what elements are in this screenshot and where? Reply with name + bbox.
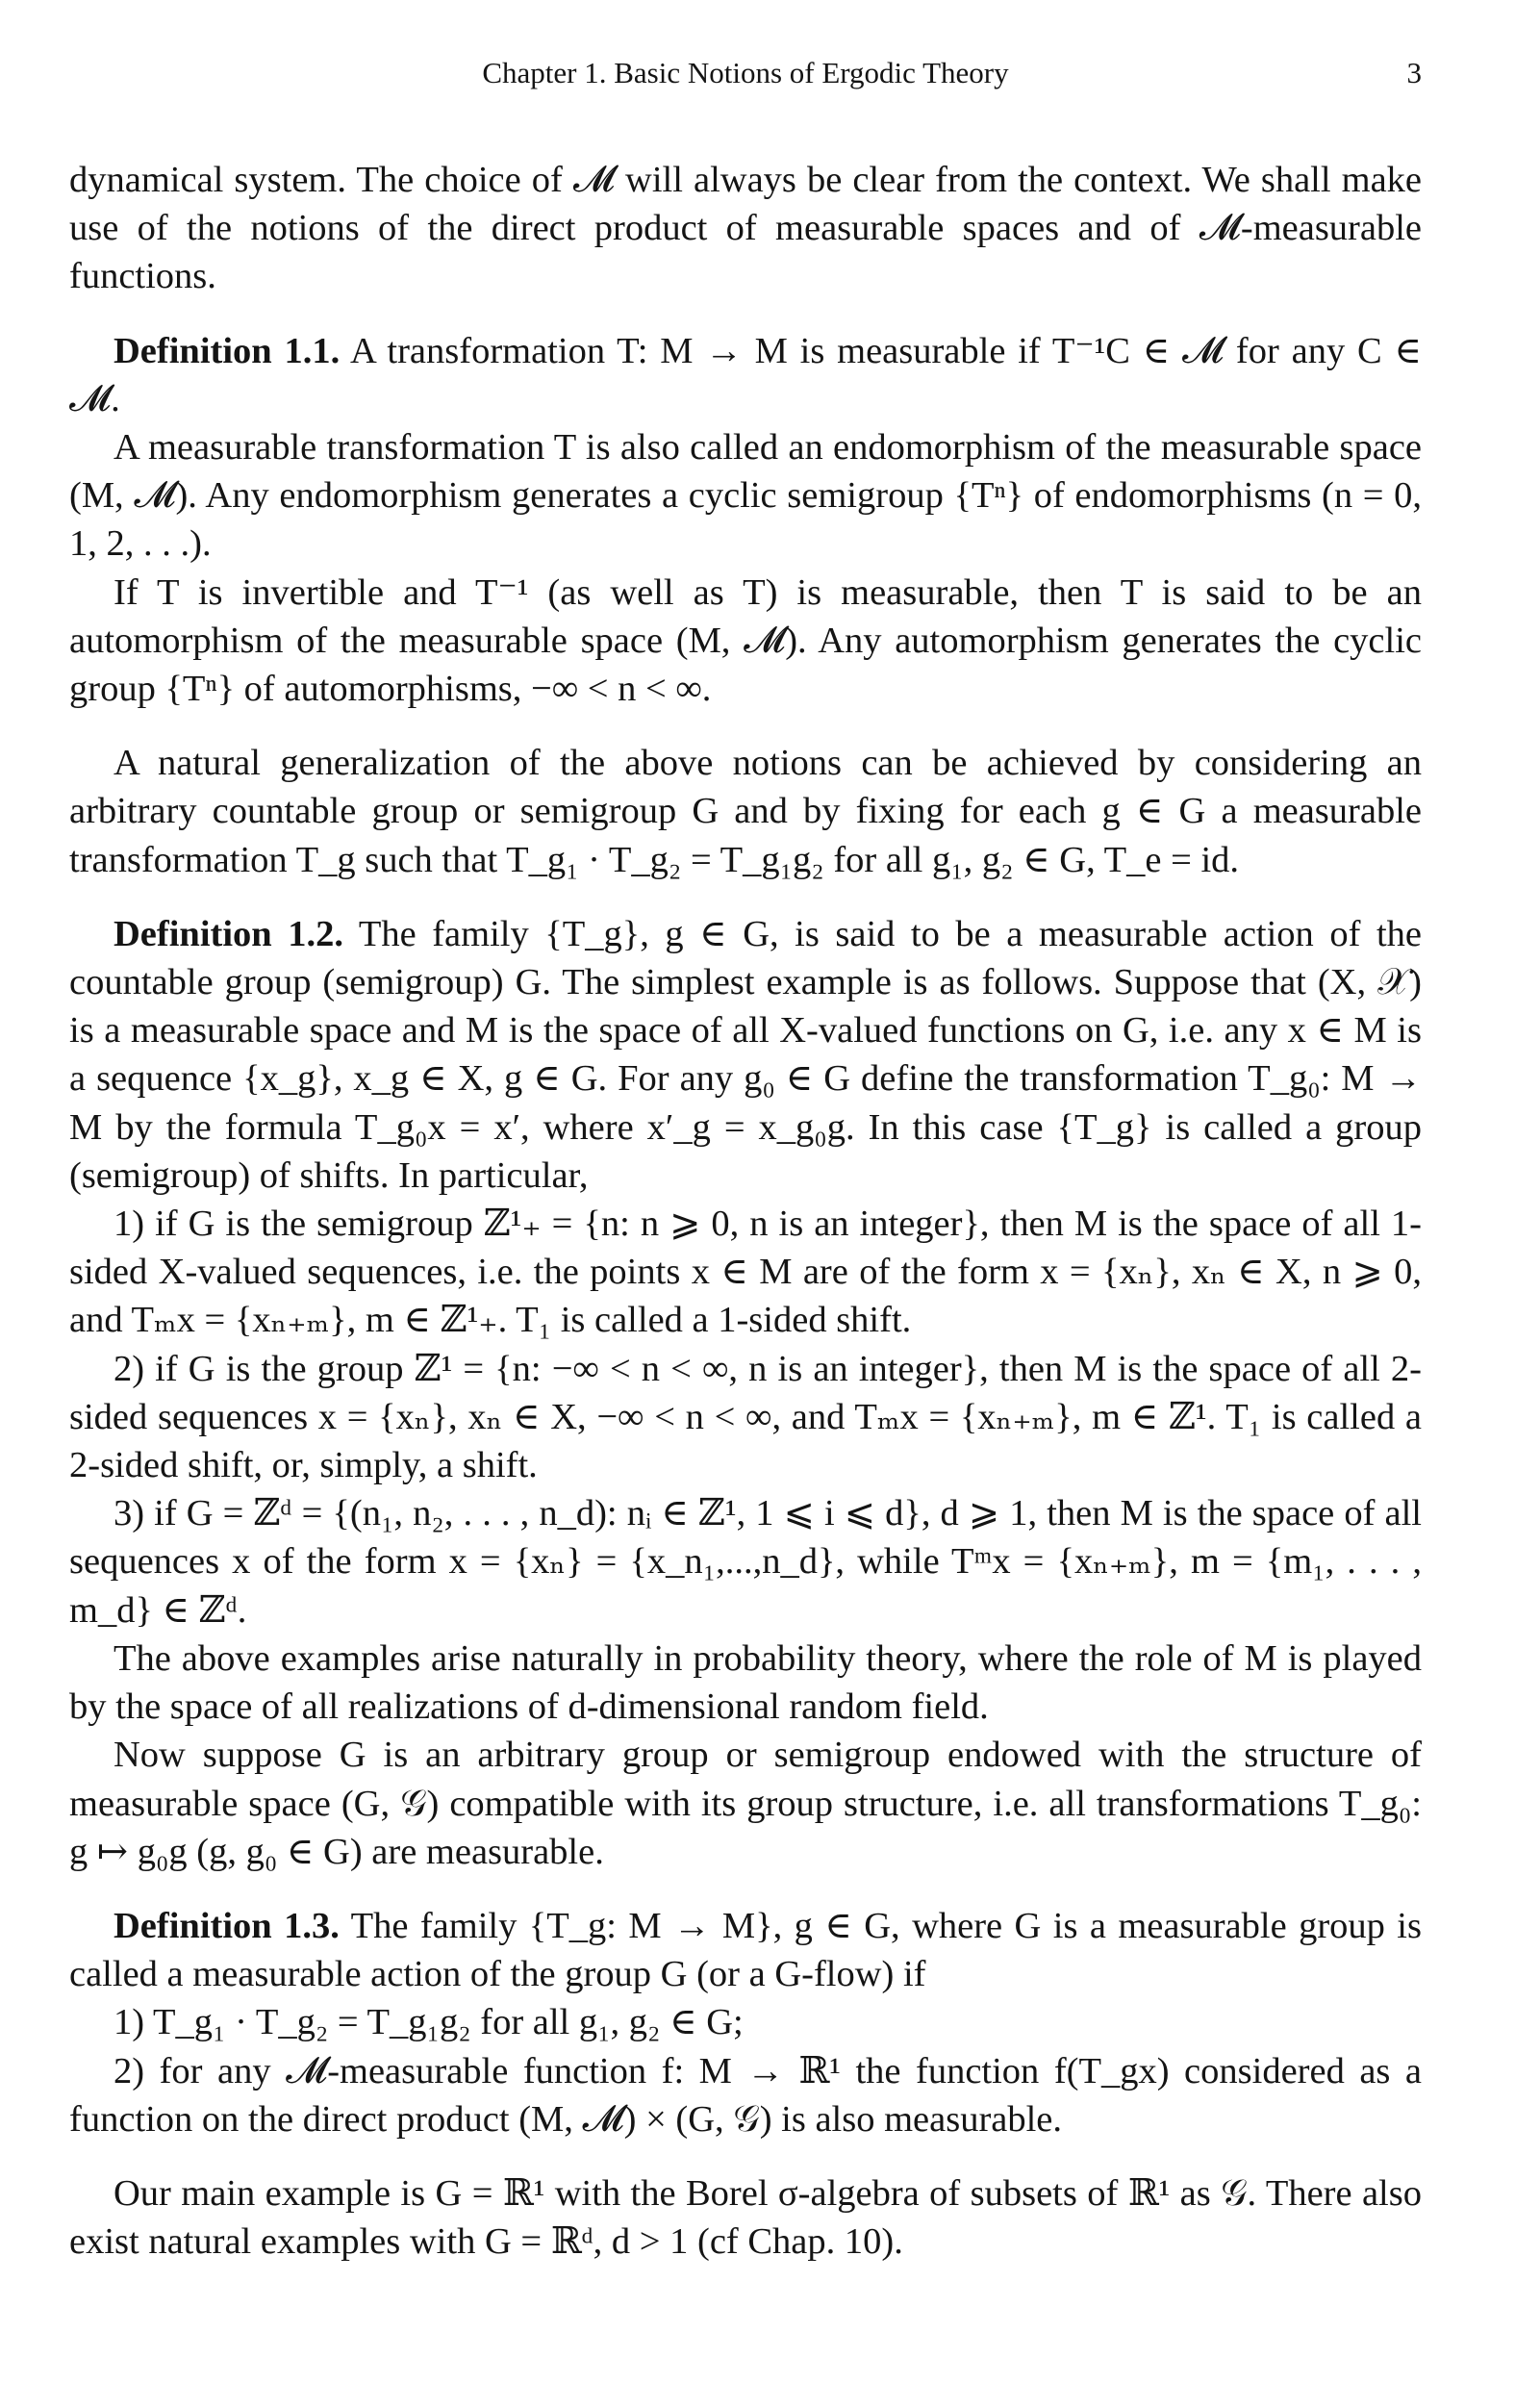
paragraph-text: A measurable transformation T is also called an endomorphism of the measurable space (M, 𝓜). Any endomorphism generates a cyclic semigroup {Tⁿ} of endomorphisms (n = 0, 1, 2, . . .). bbox=[69, 427, 1422, 565]
body-paragraph bbox=[69, 1345, 1422, 1490]
body-paragraph bbox=[69, 156, 1422, 301]
body-paragraph bbox=[69, 1200, 1422, 1345]
paragraph-text: The family {T_g: M → M}, g ∈ G, where G is a measurable group is called a measurable action of the group G (or a G-flow) if bbox=[69, 1905, 1422, 1995]
definition-label: Definition 1.3. bbox=[114, 1905, 340, 1946]
body-paragraph bbox=[69, 569, 1422, 714]
paragraph-text: 1) T_g₁ · T_g₂ = T_g₁g₂ for all g₁, g₂ ∈ G; bbox=[114, 2002, 744, 2043]
running-head: Chapter 1. Basic Notions of Ergodic Theory bbox=[482, 56, 1009, 89]
body-paragraph bbox=[69, 2047, 1422, 2143]
paragraph-text: If T is invertible and T⁻¹ (as well as T) is measurable, then T is said to be an automorphism of the measurable space (M, 𝓜). Any automorphism generates the cyclic group {Tⁿ} of automorphisms, −∞ < n < ∞. bbox=[69, 571, 1422, 710]
definition-paragraph bbox=[69, 910, 1422, 1200]
paragraph-text: Now suppose G is an arbitrary group or semigroup endowed with the structure of measurable space (G, 𝒢) compatible with its group structure, i.e. all transformations T_g₀: g ↦ g₀g (g, g₀ ∈ G) are measurable. bbox=[69, 1735, 1422, 1872]
body-paragraph bbox=[69, 2169, 1422, 2266]
body-paragraph bbox=[69, 1731, 1422, 1876]
paragraph-text: dynamical system. The choice of 𝓜 will always be clear from the context. We shall make use of the notions of the direct product of measurable spaces and of 𝓜-measurable functions. bbox=[69, 160, 1422, 297]
paragraph-text: 1) if G is the semigroup ℤ¹₊ = {n: n ⩾ 0, n is an integer}, then M is the space of all 1-sided X-valued sequences, i.e. the points x ∈ M are of the form x = {xₙ}, xₙ ∈ X, n ⩾ 0, and Tₘx = {xₙ₊ₘ}, m ∈ ℤ¹₊. T₁ is called a 1-sided shift. bbox=[69, 1204, 1422, 1341]
body-paragraph bbox=[69, 739, 1422, 884]
paragraph-text: The above examples arise naturally in probability theory, where the role of M is played by the space of all realizations of d-dimensional random field. bbox=[69, 1637, 1422, 1728]
body-paragraph bbox=[69, 1635, 1422, 1731]
page-body bbox=[69, 156, 1422, 2266]
body-paragraph bbox=[69, 423, 1422, 569]
paragraph-text: Our main example is G = ℝ¹ with the Borel σ-algebra of subsets of ℝ¹ as 𝒢. There also exist natural examples with G = ℝᵈ, d > 1 (cf Chap. 10). bbox=[69, 2172, 1422, 2263]
paragraph-text: The family {T_g}, g ∈ G, is said to be a measurable action of the countable group (semigroup) G. The simplest example is as follows. Suppose that (X, 𝒳) is a measurable space and M is the space of all X-valued functions on G, i.e. any x ∈ M is a sequence {x_g}, x_g ∈ X, g ∈ G. For any g₀ ∈ G define the transformation T_g₀: M → M by the formula T_g₀x = x′, where x′_g = x_g₀g. In this case {T_g} is called a group (semigroup) of shifts. In particular, bbox=[69, 913, 1422, 1196]
paragraph-text: A transformation T: M → M is measurable if T⁻¹C ∈ 𝓜 for any C ∈ 𝓜. bbox=[69, 330, 1422, 419]
definition-paragraph bbox=[69, 327, 1422, 423]
page-number: 3 bbox=[1406, 56, 1422, 89]
body-paragraph bbox=[69, 1998, 1422, 2046]
paragraph-text: A natural generalization of the above notions can be achieved by considering an arbitrary countable group or semigroup G and by fixing for each g ∈ G a measurable transformation T_g such that T_g₁ · T_g₂ = T_g₁g₂ for all g₁, g₂ ∈ G, T_e = id. bbox=[69, 743, 1422, 880]
definition-label: Definition 1.1. bbox=[114, 330, 341, 371]
body-paragraph bbox=[69, 1489, 1422, 1635]
paragraph-text: 3) if G = ℤᵈ = {(n₁, n₂, . . . , n_d): nᵢ ∈ ℤ¹, 1 ⩽ i ⩽ d}, d ⩾ 1, then M is the space of all sequences x of the form x = {xₙ} = {x_n₁,...,n_d}, while Tᵐx = {xₙ₊ₘ}, m = {m₁, . . . , m_d} ∈ ℤᵈ. bbox=[69, 1493, 1422, 1631]
paragraph-text: 2) for any 𝓜-measurable function f: M → ℝ¹ the function f(T_gx) considered as a function on the direct product (M, 𝓜) × (G, 𝒢) is also measurable. bbox=[69, 2050, 1422, 2140]
paragraph-text: 2) if G is the group ℤ¹ = {n: −∞ < n < ∞, n is an integer}, then M is the space of all 2-sided sequences x = {xₙ}, xₙ ∈ X, −∞ < n < ∞, and Tₘx = {xₙ₊ₘ}, m ∈ ℤ¹. T₁ is called a 2-sided shift, or, simply, a shift. bbox=[69, 1348, 1422, 1486]
definition-paragraph bbox=[69, 1902, 1422, 1998]
page-header bbox=[69, 56, 1422, 98]
definition-label: Definition 1.2. bbox=[114, 913, 343, 954]
